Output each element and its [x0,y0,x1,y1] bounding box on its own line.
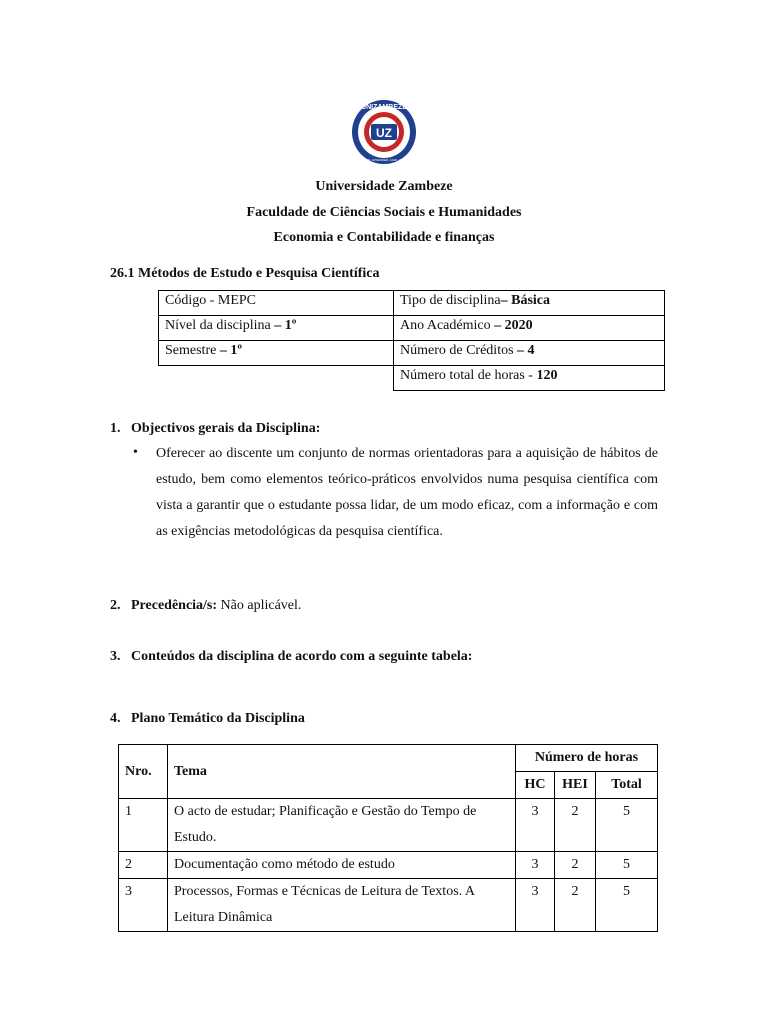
table-row [119,799,658,852]
row-nro: 1 [119,799,168,852]
horas-cell: Número total de horas - 120 [394,366,665,391]
row-nro: 2 [119,852,168,879]
row-hc: 3 [516,799,555,852]
university-name: Universidade Zambeze [315,179,453,194]
header-hc: HC [516,772,555,799]
logo-monogram: UZ [376,126,392,140]
creditos-cell: Número de Créditos – 4 [394,341,665,366]
tipo-cell: Tipo de disciplina– Básica [394,291,665,316]
header-numero-horas: Número de horas [516,745,658,772]
nivel-cell: Nível da disciplina – 1º [159,316,394,341]
row-hei: 2 [555,879,596,932]
section-2 [110,598,301,614]
header-nro: Nro. [119,745,168,799]
ano-cell: Ano Académico – 2020 [394,316,665,341]
course-name: Economia e Contabilidade e finanças [273,230,495,245]
row-hei: 2 [555,799,596,852]
faculty-name: Faculdade de Ciências Sociais e Humanidades [246,205,522,220]
row-hei: 2 [555,852,596,879]
row-hc: 3 [516,879,555,932]
logo-name: UNIZAMBEZE [361,104,407,111]
discipline-title: 26.1 Métodos de Estudo e Pesquisa Científica [110,266,380,281]
codigo-cell: Código - MEPC [159,291,394,316]
row-hc: 3 [516,852,555,879]
empty-cell [159,366,394,391]
logo-motto: ENSINAR, APRENDER, AGIR, VENCER [356,158,412,162]
section-2-label: 2. Precedência/s: [110,598,218,613]
row-total: 5 [596,879,658,932]
university-logo [344,98,424,166]
row-tema: O acto de estudar; Planificação e Gestão do Tempo de Estudo. [168,799,516,852]
discipline-info-table [158,290,665,391]
section-4-heading: 4. Plano Temático da Disciplina [110,711,305,726]
section-3-heading: 3. Conteúdos da disciplina de acordo com a seguinte tabela: [110,649,473,664]
row-total: 5 [596,852,658,879]
section-1-heading: 1. Objectivos gerais da Disciplina: [110,421,321,436]
row-nro: 3 [119,879,168,932]
semestre-cell: Semestre – 1º [159,341,394,366]
bullet-icon: • [133,445,138,460]
header-total: Total [596,772,658,799]
row-tema: Documentação como método de estudo [168,852,516,879]
section-2-value: Não aplicável. [217,598,302,613]
table-row [119,879,658,932]
row-tema: Processos, Formas e Técnicas de Leitura de Textos. A Leitura Dinâmica [168,879,516,932]
header-hei: HEI [555,772,596,799]
thematic-plan-table [118,744,658,932]
header-tema: Tema [168,745,516,799]
table-row [119,852,658,879]
section-1-bullet-text: Oferecer ao discente um conjunto de normas orientadoras para a aquisição de hábitos de estudo, bem como elementos teórico-práticos envolvidos numa pesquisa científica com vista a garantir que o estudante possa lidar, de um modo eficaz, com a informação e com as exigências metodológicas da pesquisa científica. [156,446,658,539]
row-total: 5 [596,799,658,852]
